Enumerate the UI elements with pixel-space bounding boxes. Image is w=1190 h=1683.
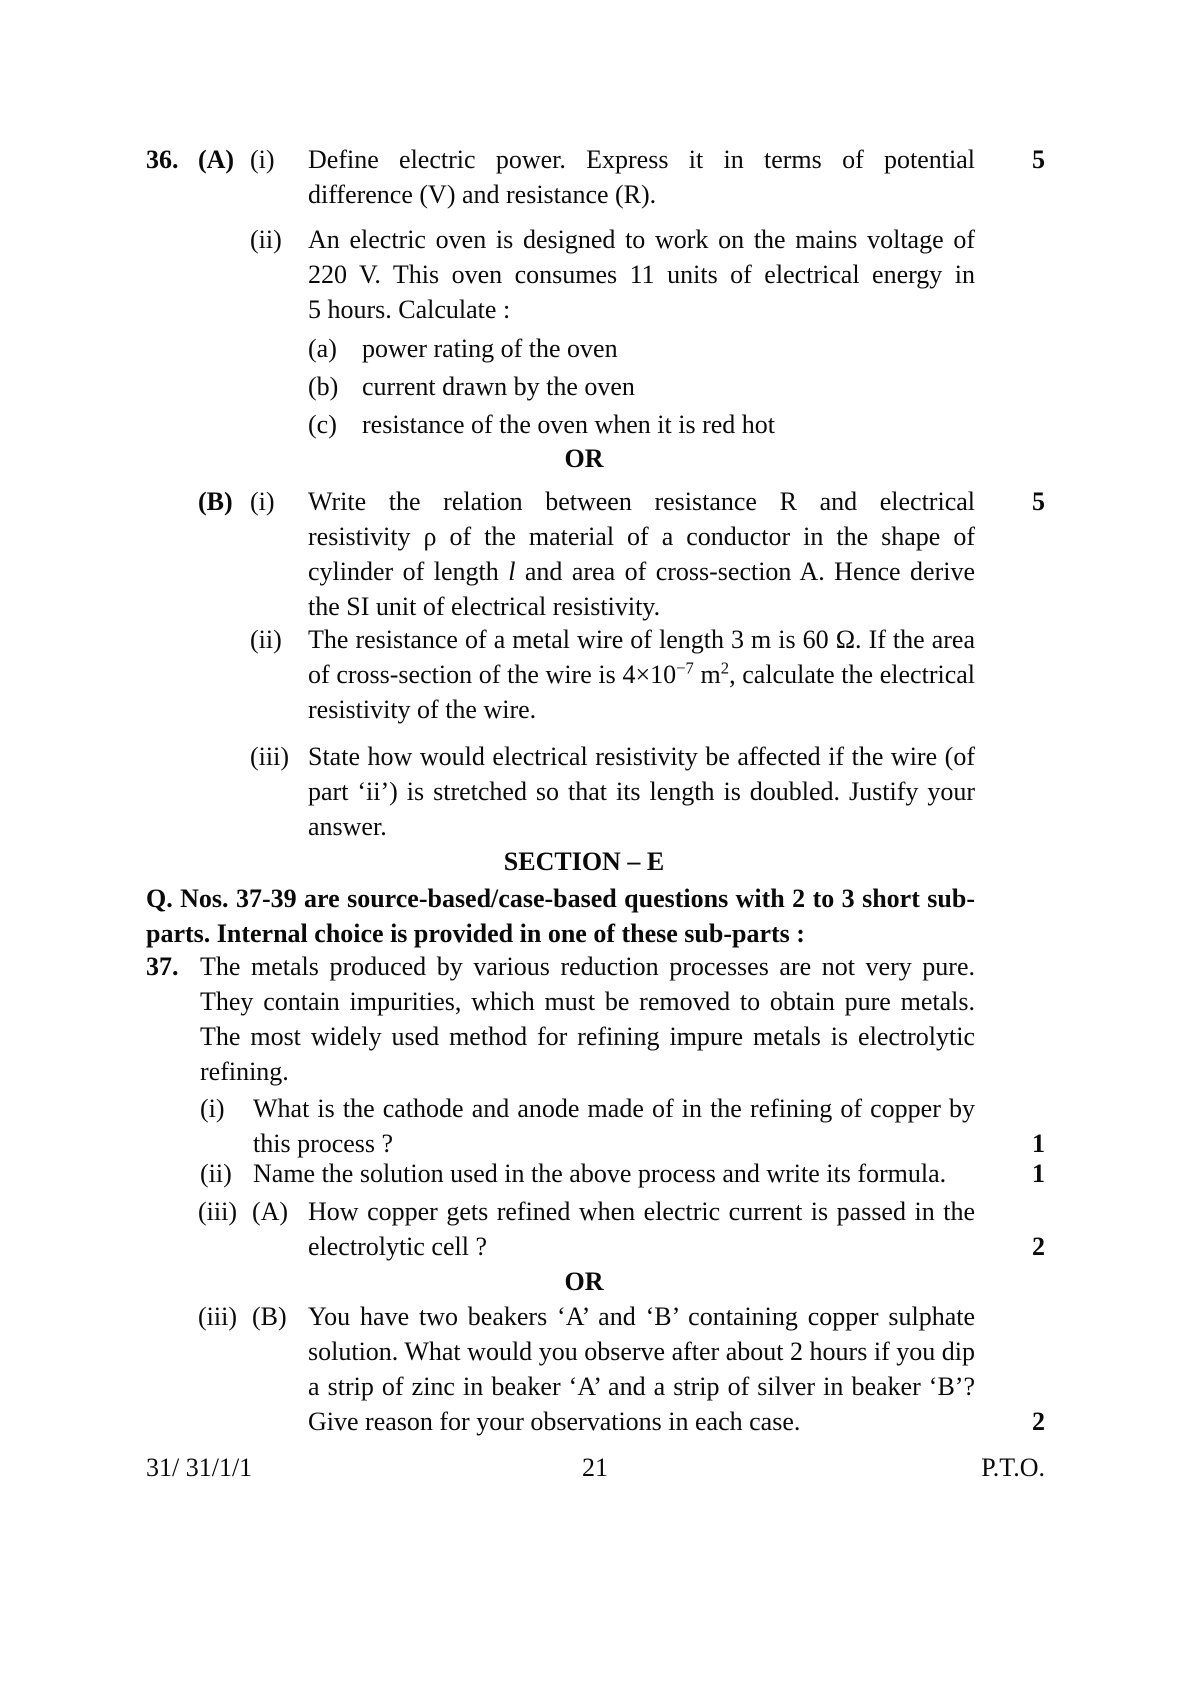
text-line: resistivity ρ of the material of a conductor in the shape of bbox=[308, 522, 975, 551]
part-ii-label: (ii) bbox=[200, 1159, 232, 1188]
text-line: cylinder of length l and area of cross-section A. Hence derive bbox=[308, 557, 975, 586]
marks-value: 5 bbox=[1032, 145, 1045, 174]
text-line: solution. What would you observe after about 2 hours if you dip bbox=[308, 1337, 975, 1366]
part-ii-label: (ii) bbox=[250, 625, 282, 654]
question-37-body bbox=[146, 949, 975, 1089]
subpart-b-text: current drawn by the oven bbox=[362, 372, 635, 401]
part-i-label: (i) bbox=[250, 145, 275, 174]
subpart-a bbox=[308, 331, 618, 366]
option-b-label: (B) bbox=[198, 487, 233, 516]
choice-b-label: (B) bbox=[252, 1302, 287, 1331]
text-line: the SI unit of electrical resistivity. bbox=[308, 592, 661, 621]
or-separator: OR bbox=[564, 1267, 604, 1296]
subpart-b-label: (b) bbox=[308, 372, 339, 401]
question-37-part-iii-b bbox=[198, 1299, 975, 1439]
text-line: Q. Nos. 37-39 are source-based/case-based questions with 2 to 3 short sub- bbox=[146, 884, 975, 913]
text-line: Define electric power. Express it in terms of potential bbox=[308, 145, 975, 174]
subpart-c-label: (c) bbox=[308, 410, 337, 439]
text-line: The metals produced by various reduction processes are not very pure. bbox=[200, 952, 975, 981]
text-line: answer. bbox=[308, 812, 387, 841]
text-line: What is the cathode and anode made of in the refining of copper by bbox=[253, 1094, 975, 1123]
question-text bbox=[308, 484, 975, 624]
question-37-part-ii bbox=[200, 1156, 975, 1191]
subpart-c-text: resistance of the oven when it is red hot bbox=[362, 410, 775, 439]
part-ii-label: (ii) bbox=[250, 225, 282, 254]
part-iii-label: (iii) bbox=[250, 742, 289, 771]
marks-value: 5 bbox=[1032, 487, 1045, 516]
question-36-option-b-part-ii bbox=[250, 622, 975, 727]
question-number: 36. bbox=[146, 145, 179, 174]
question-36-option-a-part-i bbox=[146, 142, 975, 212]
part-i-label: (i) bbox=[250, 487, 275, 516]
choice-a-label: (A) bbox=[252, 1197, 289, 1226]
marks-value: 1 bbox=[1032, 1159, 1045, 1188]
text-line: this process ? bbox=[253, 1129, 394, 1158]
text-line: You have two beakers ‘A’ and ‘B’ containing copper sulphate bbox=[308, 1302, 975, 1331]
text-line: The resistance of a metal wire of length 3 m is 60 Ω. If the area bbox=[308, 625, 975, 654]
footer-pto-label: P.T.O. bbox=[981, 1453, 1045, 1482]
subpart-a-text: power rating of the oven bbox=[362, 334, 618, 363]
question-36-option-b-part-iii bbox=[250, 739, 975, 844]
text-line: 5 hours. Calculate : bbox=[308, 295, 511, 324]
text-line: difference (V) and resistance (R). bbox=[308, 180, 657, 209]
text-line: Name the solution used in the above process and write its formula. bbox=[253, 1159, 947, 1188]
subpart-a-label: (a) bbox=[308, 334, 337, 363]
option-a-label: (A) bbox=[198, 145, 235, 174]
question-text bbox=[308, 739, 975, 844]
question-text bbox=[308, 622, 975, 727]
text-line: They contain impurities, which must be removed to obtain pure metals. bbox=[200, 987, 975, 1016]
question-text bbox=[308, 1299, 975, 1439]
text-line: 220 V. This oven consumes 11 units of electrical energy in bbox=[308, 260, 975, 289]
question-text bbox=[253, 1156, 975, 1191]
question-text bbox=[200, 949, 975, 1089]
text-line: How copper gets refined when electric current is passed in the bbox=[308, 1197, 975, 1226]
question-text bbox=[308, 1194, 975, 1264]
question-36-option-a-part-ii bbox=[250, 222, 975, 327]
part-iii-label: (iii) bbox=[198, 1197, 237, 1226]
question-text bbox=[308, 142, 975, 212]
text-line: part ‘ii’) is stretched so that its length is doubled. Justify your bbox=[308, 777, 975, 806]
text-line: Give reason for your observations in each case. bbox=[308, 1407, 801, 1436]
question-36-option-b-part-i bbox=[198, 484, 975, 624]
text-line: refining. bbox=[200, 1057, 289, 1086]
text-line: resistivity of the wire. bbox=[308, 695, 537, 724]
text-line: parts. Internal choice is provided in one of these sub-parts : bbox=[146, 919, 805, 948]
question-text bbox=[253, 1091, 975, 1161]
question-37-part-iii-a bbox=[198, 1194, 975, 1264]
marks-value: 2 bbox=[1032, 1232, 1045, 1261]
marks-value: 2 bbox=[1032, 1407, 1045, 1436]
footer-paper-code: 31/ 31/1/1 bbox=[146, 1453, 253, 1482]
text-line: a strip of zinc in beaker ‘A’ and a strip of silver in beaker ‘B’? bbox=[308, 1372, 975, 1401]
marks-value: 1 bbox=[1032, 1129, 1045, 1158]
text-line: An electric oven is designed to work on the mains voltage of bbox=[308, 225, 975, 254]
part-i-label: (i) bbox=[200, 1094, 225, 1123]
question-text bbox=[308, 222, 975, 327]
text-line: electrolytic cell ? bbox=[308, 1232, 488, 1261]
text-line: Write the relation between resistance R and electrical bbox=[308, 487, 975, 516]
subpart-b bbox=[308, 369, 635, 404]
text-line: The most widely used method for refining impure metals is electrolytic bbox=[200, 1022, 975, 1051]
text-line: State how would electrical resistivity be affected if the wire (of bbox=[308, 742, 975, 771]
section-intro bbox=[146, 881, 975, 951]
question-37-part-i bbox=[200, 1091, 975, 1161]
footer-page-number: 21 bbox=[582, 1453, 608, 1482]
subpart-c bbox=[308, 407, 775, 442]
question-number: 37. bbox=[146, 952, 179, 981]
section-heading: SECTION – E bbox=[503, 847, 665, 876]
part-iii-label: (iii) bbox=[198, 1302, 237, 1331]
or-separator: OR bbox=[564, 444, 604, 473]
text-line: of cross-section of the wire is $4\times 10^{-7}$ $m^2$, calculate the electrical bbox=[308, 658, 975, 689]
